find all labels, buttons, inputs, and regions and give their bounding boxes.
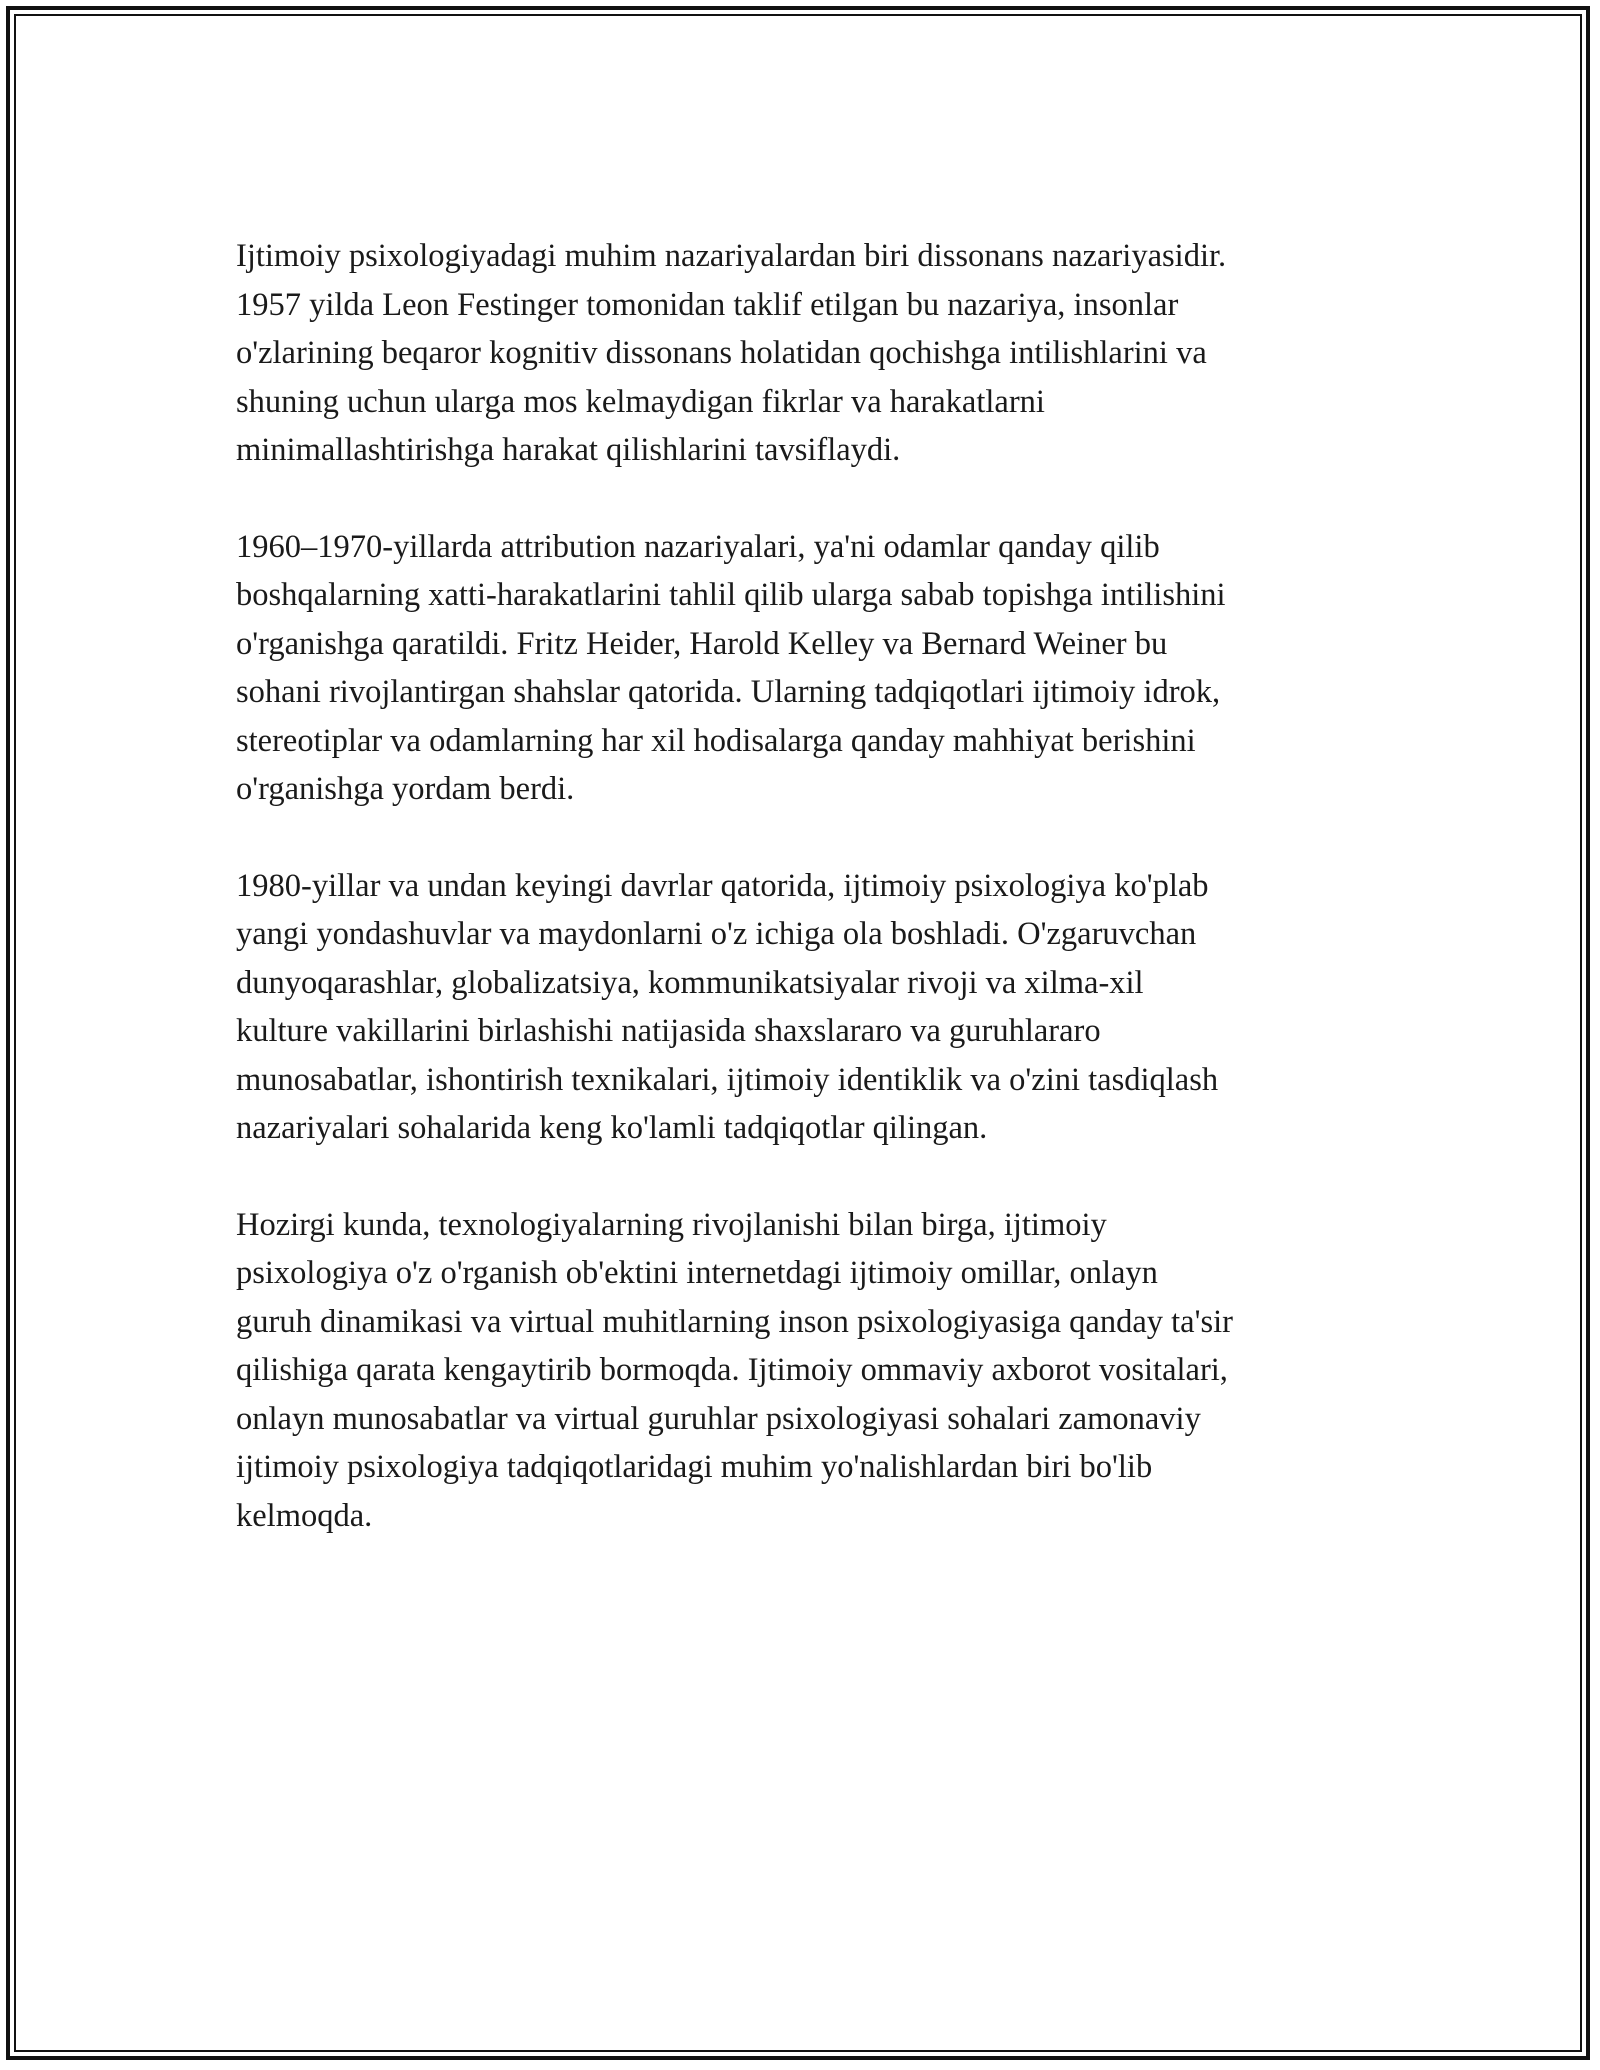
paragraph-1980s-approaches: 1980-yillar va undan keyingi davrlar qatorida, ijtimoiy psixologiya ko'plab yangi yondashuvlar va maydonlarni o'z ichiga ola boshladi. O'zgaruvchan dunyoqarashlar, globalizatsiya, kommunikatsiyalar rivoji va xilma-xil kulture vakillarini birlashishi natijasida shaxslararo va guruhlararo munosabatlar, ishontirish texnikalari, ijtimoiy identiklik va o'zini tasdiqlash nazariyalari sohalarida keng ko'lamli tadqiqotlar qilingan.	[236, 867, 1219, 1146]
paragraph-attribution-theories: 1960–1970-yillarda attribution nazariyalari, ya'ni odamlar qanday qilib boshqalarning xatti-harakatlarini tahlil qilib ularga sabab topishga intilishini o'rganishga qaratildi. Fritz Heider, Harold Kelley va Bernard Weiner bu sohani rivojlantirgan shahslar qatorida. Ularning tadqiqotlari ijtimoiy idrok, stereotiplar va odamlarning har xil hodisalarga qanday mahhiyat berishini o'rganishga yordam berdi.	[236, 528, 1226, 807]
document-body	[236, 232, 1376, 1588]
paragraph-modern-research: Hozirgi kunda, texnologiyalarning rivojlanishi bilan birga, ijtimoiy psixologiya o'z o'rganish ob'ektini internetdagi ijtimoiy omillar, onlayn guruh dinamikasi va virtual muhitlarning inson psixologiyasiga qanday ta'sir qilishiga qarata kengaytirib bormoqda. Ijtimoiy ommaviy axborot vositalari, onlayn munosabatlar va virtual guruhlar psixologiyasi sohalari zamonaviy ijtimoiy psixologiya tadqiqotlaridagi muhim yo'nalishlardan biri bo'lib kelmoqda.	[236, 1206, 1233, 1534]
paragraph-dissonance-theory: Ijtimoiy psixologiyadagi muhim nazariyalardan biri dissonans nazariyasidir. 1957 yilda Leon Festinger tomonidan taklif etilgan bu nazariya, insonlar o'zlarining beqaror kognitiv dissonans holatidan qochishga intilishlarini va shuning uchun ularga mos kelmaydigan fikrlar va harakatlarni minimallashtirishga harakat qilishlarini tavsiflaydi.	[236, 238, 1227, 468]
